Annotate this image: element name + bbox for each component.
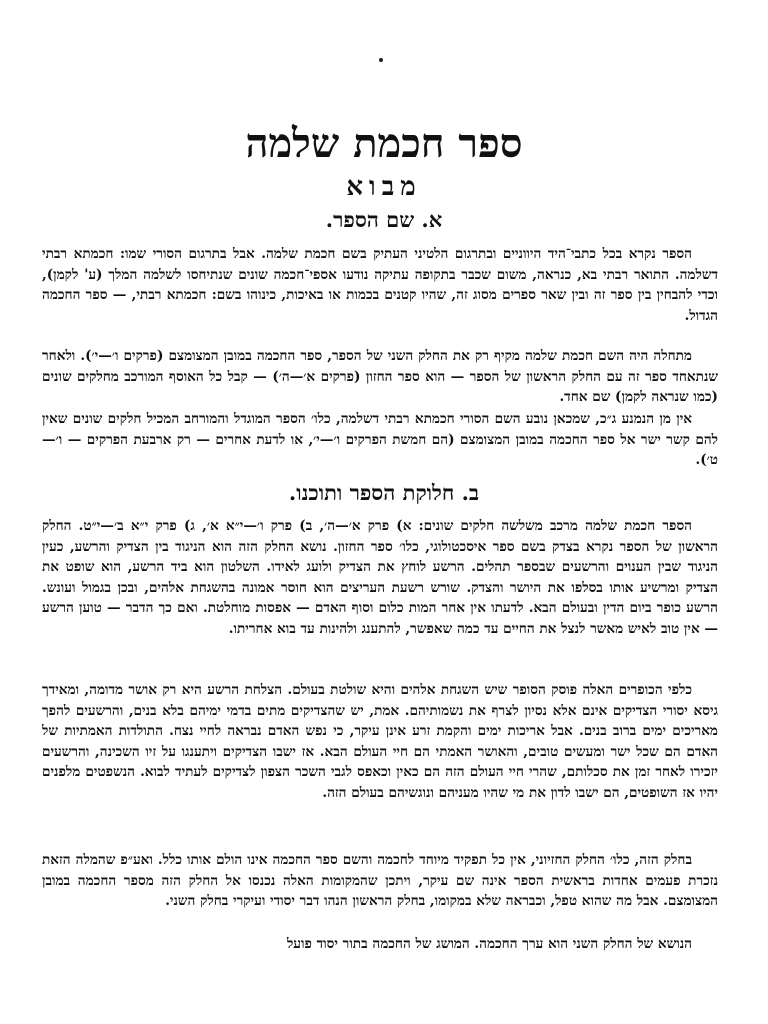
section-b-paragraph-1: הספר חכמת שלמה מרכב משלשה חלקים שונים: א) פרק א׳—ה׳, ב) פרק ו׳—י״א א׳, ג) פרק י״א ב׳—י״ט. החלק הראשון של הספר נקרא בצדק בשם ספר איסכטולוגי, כלו׳ ספר החזון. נושא החלק הזה הוא הניגוד בין הצדיק והרשע, כעין הניגוד שבין הענוים והרשעים שבספר תהלים. הרשע לוחץ את הצדיק ולועג לאידו. השלטון הוא ביד הרשע, הוא שופט את הצדיק ומרשיע אותו בסלפו את היושר והצדק. שורש רשעת העריצים הוא חוסר אמונה בהשגחת אלהים, ובכן בגמול ועונש. הרשע כופר ביום הדין ובעולם הבא. לדעתו אין אחר המות כלום וסוף האדם — אפסות מוחלטת. ואם כך הדבר — טוען הרשע — אין טוב לאיש מאשר לנצל את החיים עד כמה שאפשר, להתענג ולהינות עד בוא אחריתו. (42, 518, 718, 637)
section-b-paragraph-2: כלפי הכופרים האלה פוסק הסופר שיש השגחת אלהים והיא שולטת בעולם. הצלחת הרשע היא רק אושר מדומה, ומאידך גיסא יסורי הצדיקים אינם אלא נסיון לצרף את נשמותיהם. אמת, יש שהצדיקים מתים בדמי ימיהם בלא בנים, והרשעים להפך מאריכים ימים ברוב בנים. אבל אריכות ימים והקמת זרע אינן עיקר, כי נפש האדם נבראה לחיי נצח. התולדות האמתיות של האדם הם שכל ישר ומעשים טובים, והאושר האמתי הם חיי העולם הבא. אז ישבו הצדיקים ויתענגו על זיו השכינה, והרשעים יזכירו לאחר זמן את סכלותם, שהרי חיי העולם הזה הם כאין וכאפס לגבי השכר הצפון לצדיקים לעתיד לבוא. הנשפטים מלפנים יהיו אז השופטים, הם ישבו לדון את מי שהיו מעניהם ונוגשיהם בעולם הזה. (42, 682, 718, 801)
page-mark (379, 58, 383, 62)
section-b-paragraph-3: בחלק הזה, כלו׳ החלק החזיוני, אין כל תפקיד מיוחד לחכמה והשם ספר החכמה אינו הולם אותו כלל. ואע״פ שהמלה הזאת נזכרת פעמים אחדות בראשית הספר אינה שם עיקר, ויתכן שהמקומות האלה נכנסו אל החלק הזה מספר החכמה במובן המצומצם. אבל מה שהוא טפל, וכבראה שלא במקומו, בחלק הראשון הנהו דבר יסודי ועיקרי בחלק השני. (42, 852, 718, 909)
section-a-paragraph-1: הספר נקרא בכל כתבי־היד היווניים ובתרגום הלטיני העתיק בשם חכמת שלמה. אבל בתרגום הסורי שמו: חכמתא רבתי דשלמה. התואר רבתי בא, כנראה, משום שכבר בתקופה עתיקה נודעו אספי־חכמה שונים שנתיחסו לשלמה המלך (ע' לקמן), וכדי להבחין בין ספר זה ובין שאר ספרים מסוג זה, שהיו קטנים בכמות או באיכות, כינוהו בשם: חכמתא רבתי, — ספר החכמה הגדול. (42, 246, 718, 324)
section-a-paragraph-3: אין מן הנמנע ג״כ, שמכאן נובע השם הסורי חכמתא רבתי דשלמה, כלו׳ הספר המוגדל והמורחב המכיל חלקים שונים שאין להם קשר ישר אל ספר החכמה במובן המצומצם (הם חמשת הפרקים ו׳—י׳, או לדעת אחרים — רק ארבעת הפרקים — ו׳—ט׳). (42, 411, 718, 468)
section-b-heading: ב. חלוקת הספר ותוכנו. (288, 480, 480, 505)
section-b-paragraph-4: הנושא של החלק השני הוא ערך החכמה. המושג של החכמה בתור יסוד פועל (286, 936, 692, 952)
section-a-paragraph-2: מתחלה היה השם חכמת שלמה מקיף רק את החלק השני של הספר, ספר החכמה במובן המצומצם (פרקים ו׳—י׳). ולאחר שנתאחד ספר זה עם החלק הראשון של הספר — הוא ספר החזון (פרקים א׳—ה׳) — קבל כל האוסף המורכב מחלקים שונים (כמו שנראה לקמן) שם אחד. (42, 348, 718, 405)
book-title: ספר חכמת שלמה (245, 120, 523, 167)
section-a-heading: א. שם הספר. (325, 207, 443, 232)
introduction-subtitle: מבוא (346, 172, 422, 202)
